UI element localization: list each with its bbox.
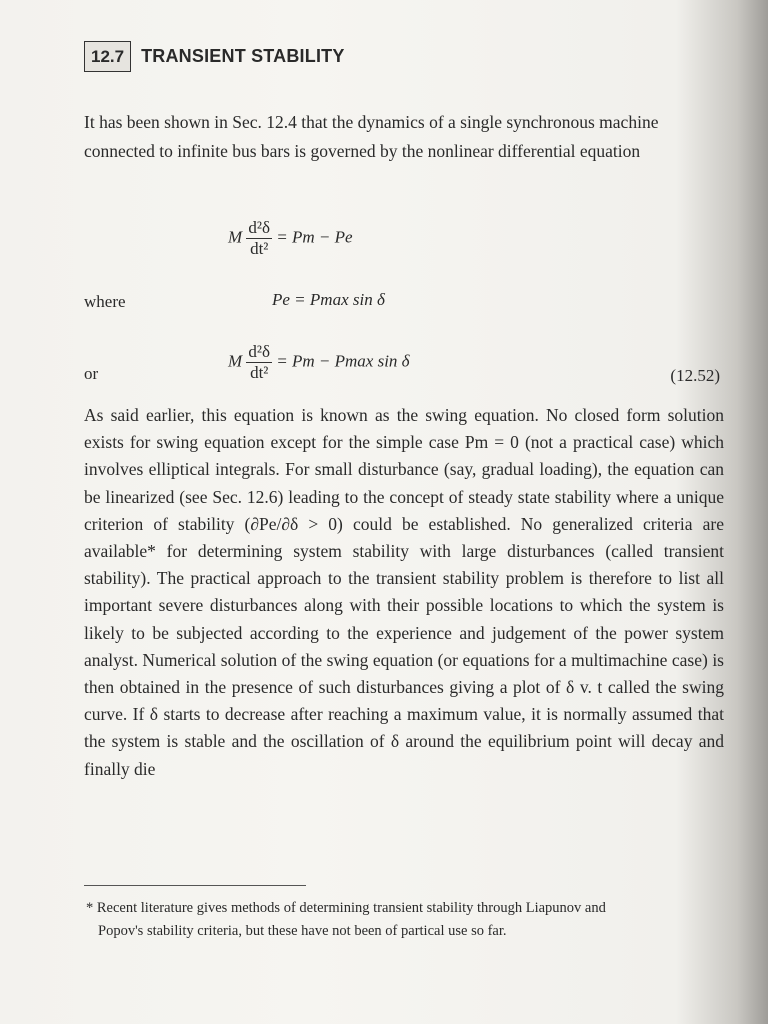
or-label: or	[84, 364, 99, 383]
footnote-line-1: * Recent literature gives methods of determining transient stability through Liapunov and	[86, 900, 606, 916]
footnote-divider	[84, 885, 306, 886]
intro-paragraph: It has been shown in Sec. 12.4 that the dynamics of a single synchronous machine connected to infinite bus bars is governed by the nonlinear differential equation	[84, 112, 659, 161]
equation-3-coef: M	[228, 351, 243, 371]
equation-3-numerator: d²δ	[248, 342, 271, 361]
where-label: where	[84, 292, 126, 311]
equation-1-numerator: d²δ	[248, 218, 271, 237]
footnote	[86, 897, 726, 943]
equation-3-fraction	[246, 342, 272, 383]
footnote-line-2: Popov's stability criteria, but these have not been of partical use so far.	[98, 923, 507, 939]
equation-1-coef: M	[228, 227, 243, 247]
equation-1-rhs: = Pm − Pe	[276, 227, 353, 247]
equation-3	[228, 342, 410, 383]
equation-3-denominator: dt²	[250, 363, 269, 382]
section-number: 12.7	[84, 41, 131, 72]
section-heading	[84, 41, 345, 72]
equation-3-rhs: = Pm − Pmax sin δ	[276, 351, 410, 371]
body-paragraph: As said earlier, this equation is known as the swing equation. No closed form solution exists for swing equation except for the simple case Pm = 0 (not a practical case) which involves elliptical integrals. For small disturbance (say, gradual loading), the equation can be linearized (see Sec. 12.6) leading to the concept of steady state stability where a unique criterion of stability (∂Pe/∂δ > 0) could be established. No generalized criteria are available* for determining system stability with large disturbances (called transient stability). The practical approach to the transient stability problem is therefore to list all important severe disturbances along with their possible locations to which the system is likely to be subjected according to the experience and judgement of the power system analyst. Numerical solution of the swing equation (or equations for a multimachine case) is then obtained in the presence of such disturbances giving a plot of δ v. t called the swing curve. If δ starts to decrease after reaching a maximum value, it is normally assumed that the system is stable and the oscillation of δ around the equilibrium point will decay and finally die	[84, 405, 724, 779]
equation-1-denominator: dt²	[250, 239, 269, 258]
section-title: TRANSIENT STABILITY	[141, 46, 345, 66]
equation-2: Pe = Pmax sin δ	[272, 290, 385, 309]
equation-1-fraction	[246, 218, 272, 259]
equation-number: (12.52)	[670, 366, 720, 385]
equation-1	[228, 218, 353, 259]
